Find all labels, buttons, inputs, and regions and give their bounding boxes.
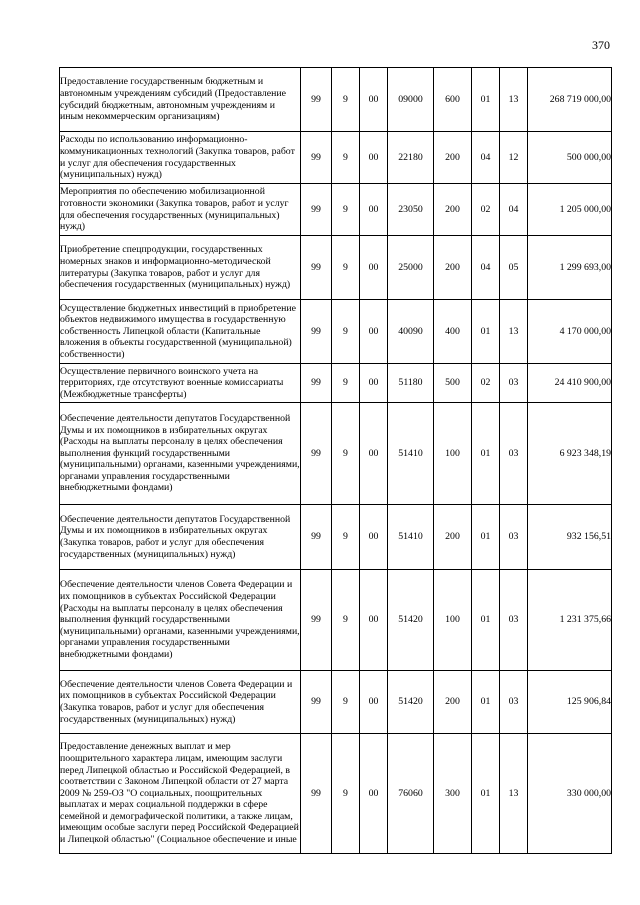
section-cell: 02 [472,364,500,403]
section-cell: 01 [472,68,500,132]
expense-code-cell: 51420 [388,671,434,734]
direction-code-cell: 00 [360,671,388,734]
subprogram-code-cell: 9 [332,403,360,505]
table-row [60,132,612,184]
program-code-cell: 99 [301,734,332,854]
expense-code-cell: 51420 [388,570,434,671]
amount-cell: 932 156,51 [528,505,612,570]
table-row [60,671,612,734]
direction-code-cell: 00 [360,403,388,505]
subprogram-code-cell: 9 [332,236,360,300]
expense-name-cell: Мероприятия по обеспечению мобилизационной готовности экономики (Закупка товаров, работ и услуг для обеспечения государственных (муниципальных) нужд) [60,184,301,236]
section-cell: 04 [472,236,500,300]
direction-code-cell: 00 [360,570,388,671]
expense-code-cell: 22180 [388,132,434,184]
expense-type-cell: 200 [434,236,472,300]
subsection-cell: 04 [500,184,528,236]
direction-code-cell: 00 [360,68,388,132]
subsection-cell: 03 [500,364,528,403]
page-number: 370 [592,38,610,52]
table-row [60,734,612,854]
direction-code-cell: 00 [360,364,388,403]
section-cell: 01 [472,505,500,570]
program-code-cell: 99 [301,505,332,570]
subsection-cell: 13 [500,68,528,132]
expense-name-cell: Приобретение спецпродукции, государственных номерных знаков и информационно-методической литературы (Закупка товаров, работ и услуг для обеспечения государственных (муниципальных) нужд) [60,236,301,300]
subsection-cell: 05 [500,236,528,300]
program-code-cell: 99 [301,671,332,734]
amount-cell: 6 923 348,19 [528,403,612,505]
section-cell: 01 [472,300,500,364]
direction-code-cell: 00 [360,505,388,570]
expense-type-cell: 300 [434,734,472,854]
direction-code-cell: 00 [360,184,388,236]
table-body [60,68,612,854]
expense-code-cell: 51410 [388,403,434,505]
direction-code-cell: 00 [360,300,388,364]
subprogram-code-cell: 9 [332,671,360,734]
expense-name-cell: Расходы по использованию информационно-коммуникационных технологий (Закупка товаров, работ и услуг для обеспечения государственных (муниципальных) нужд) [60,132,301,184]
table-row [60,68,612,132]
program-code-cell: 99 [301,364,332,403]
amount-cell: 268 719 000,00 [528,68,612,132]
program-code-cell: 99 [301,68,332,132]
program-code-cell: 99 [301,132,332,184]
section-cell: 01 [472,403,500,505]
subprogram-code-cell: 9 [332,570,360,671]
expense-name-cell: Обеспечение деятельности депутатов Государственной Думы и их помощников в избирательных округах (Расходы на выплаты персоналу в целях обеспечения выполнения функций государственными (муниципальными) органами, казенными учреждениями, органами управления государственными внебюджетными фондами) [60,403,301,505]
section-cell: 02 [472,184,500,236]
expense-code-cell: 40090 [388,300,434,364]
amount-cell: 125 906,84 [528,671,612,734]
amount-cell: 1 299 693,00 [528,236,612,300]
expense-type-cell: 200 [434,505,472,570]
expense-code-cell: 76060 [388,734,434,854]
table-row [60,505,612,570]
amount-cell: 1 205 000,00 [528,184,612,236]
subprogram-code-cell: 9 [332,505,360,570]
subsection-cell: 03 [500,671,528,734]
amount-cell: 500 000,00 [528,132,612,184]
amount-cell: 4 170 000,00 [528,300,612,364]
subsection-cell: 12 [500,132,528,184]
expense-type-cell: 400 [434,300,472,364]
expense-name-cell: Предоставление государственным бюджетным и автономным учреждениям субсидий (Предоставление субсидий бюджетным, автономным учреждениям и иным некоммерческим организациям) [60,68,301,132]
expense-name-cell: Обеспечение деятельности членов Совета Федерации и их помощников в субъектах Российской Федерации (Закупка товаров, работ и услуг для обеспечения государственных (муниципальных) нужд) [60,671,301,734]
subsection-cell: 03 [500,505,528,570]
section-cell: 01 [472,570,500,671]
direction-code-cell: 00 [360,236,388,300]
expense-code-cell: 25000 [388,236,434,300]
expense-code-cell: 51410 [388,505,434,570]
section-cell: 01 [472,734,500,854]
amount-cell: 24 410 900,00 [528,364,612,403]
expense-code-cell: 51180 [388,364,434,403]
table-row [60,364,612,403]
expense-type-cell: 100 [434,570,472,671]
program-code-cell: 99 [301,570,332,671]
subprogram-code-cell: 9 [332,364,360,403]
expense-name-cell: Осуществление бюджетных инвестиций в приобретение объектов недвижимого имущества в государственную собственность Липецкой области (Капитальные вложения в объекты государственной (муниципальной) собственности) [60,300,301,364]
subprogram-code-cell: 9 [332,300,360,364]
subsection-cell: 03 [500,403,528,505]
program-code-cell: 99 [301,236,332,300]
section-cell: 01 [472,671,500,734]
subprogram-code-cell: 9 [332,132,360,184]
program-code-cell: 99 [301,300,332,364]
expense-type-cell: 500 [434,364,472,403]
expense-type-cell: 200 [434,184,472,236]
amount-cell: 330 000,00 [528,734,612,854]
program-code-cell: 99 [301,184,332,236]
budget-table [59,67,612,854]
table-row [60,570,612,671]
expense-name-cell: Предоставление денежных выплат и мер поощрительного характера лицам, имеющим заслуги перед Липецкой областью и Российской Федерацией, в соответствии с Законом Липецкой области от 27 марта 2009 № 259-ОЗ "О социальных, поощрительных выплатах и мерах социальной поддержки в сфере семейной и демографической политики, а также лицам, имеющим особые заслуги перед Российской Федерацией и Липецкой областью" (Социальное обеспечение и иные [60,734,301,854]
direction-code-cell: 00 [360,734,388,854]
subprogram-code-cell: 9 [332,68,360,132]
expense-type-cell: 100 [434,403,472,505]
expense-name-cell: Осуществление первичного воинского учета на территориях, где отсутствуют военные комиссариаты (Межбюджетные трансферты) [60,364,301,403]
subprogram-code-cell: 9 [332,184,360,236]
subsection-cell: 03 [500,570,528,671]
expense-name-cell: Обеспечение деятельности членов Совета Федерации и их помощников в субъектах Российской Федерации (Расходы на выплаты персоналу в целях обеспечения выполнения функций государственными (муниципальными) органами, казенными учреждениями, органами управления государственными внебюджетными фондами) [60,570,301,671]
expense-name-cell: Обеспечение деятельности депутатов Государственной Думы и их помощников в избирательных округах (Закупка товаров, работ и услуг для обеспечения государственных (муниципальных) нужд) [60,505,301,570]
subsection-cell: 13 [500,300,528,364]
section-cell: 04 [472,132,500,184]
table-row [60,184,612,236]
expense-code-cell: 09000 [388,68,434,132]
direction-code-cell: 00 [360,132,388,184]
expense-type-cell: 200 [434,132,472,184]
table-row [60,236,612,300]
amount-cell: 1 231 375,66 [528,570,612,671]
expense-code-cell: 23050 [388,184,434,236]
table-row [60,300,612,364]
program-code-cell: 99 [301,403,332,505]
expense-type-cell: 200 [434,671,472,734]
table-row [60,403,612,505]
subprogram-code-cell: 9 [332,734,360,854]
expense-type-cell: 600 [434,68,472,132]
subsection-cell: 13 [500,734,528,854]
